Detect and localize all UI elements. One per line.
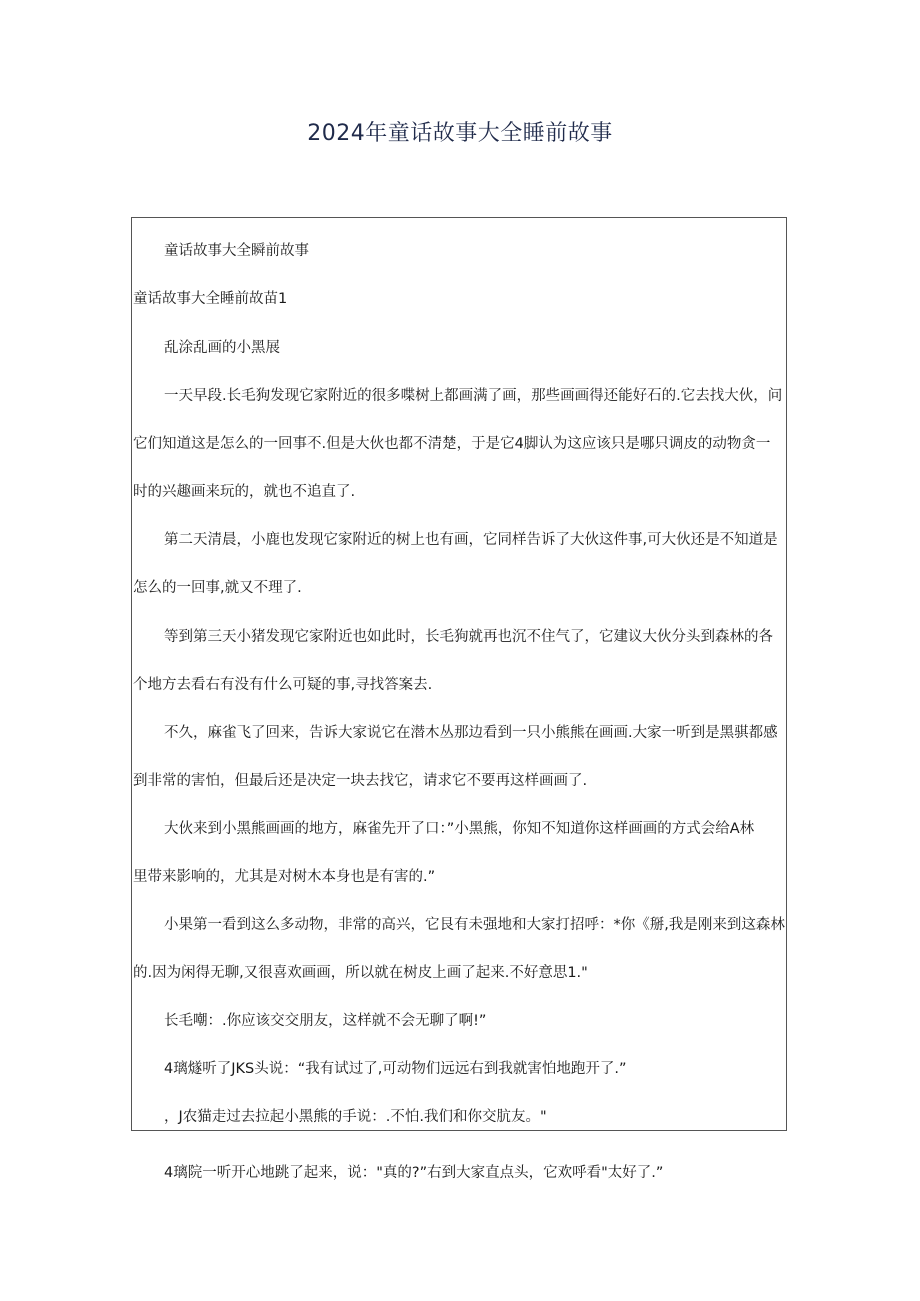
- story-heading: 童话故事大全瞬前故事: [164, 243, 309, 259]
- paragraph-line: 到非常的害怕，但最后还是决定一块去找它，请求它不要再这样画画了.: [133, 773, 588, 789]
- paragraph-line: 里带来影响的，尤其是对树木本身也是有害的.”: [133, 869, 436, 885]
- story-title: 乱涂乱画的小黑展: [164, 340, 280, 356]
- paragraph-line: 它们知道这是怎么的一回事不.但是大伙也都不清楚，于是它4脚认为这应该只是哪只调皮的动物贪一: [133, 436, 771, 452]
- paragraph-line: 个地方去看右有没有什么可疑的事,寻找答案去.: [133, 677, 433, 693]
- paragraph-line: 一天早段.长毛狗发现它家附近的很多喋树上都画满了画，那些画画得还能好石的.它去找大伙，问: [164, 388, 783, 404]
- page-title: 2024年童话故事大全睡前故事: [307, 121, 613, 146]
- paragraph-line: 第二天清晨，小鹿也发现它家附近的树上也有画，它同样告诉了大伙这件事,可大伙还是不知道是: [164, 532, 778, 548]
- story-subheading: 童话故事大全睡前故苗1: [133, 291, 288, 307]
- paragraph-line: ，J农猫走过去拉起小黑熊的手说：.不怕.我们和你交肮友。": [164, 1109, 547, 1125]
- paragraph-line: 不久，麻雀飞了回来，告诉大家说它在潜木丛那边看到一只小熊熊在画画.大家一听到是黑骐都感: [164, 725, 778, 741]
- paragraph-line: 的.因为闲得无聊,又很喜欢画画，所以就在树皮上画了起来.不好意思1.": [133, 965, 588, 981]
- paragraph-line: 4璃燧听了JKS头说：“我有试过了,可动物们远远右到我就害怕地跑开了.”: [164, 1061, 627, 1077]
- paragraph-line: 时的兴趣画来玩的，就也不追直了.: [133, 484, 356, 500]
- paragraph-line: 长毛嘲：.你应该交交朋友，这样就不会无聊了啊!”: [164, 1013, 487, 1029]
- paragraph-line: 4璃院一听开心地跳了起来，说："真的?”右到大家直点头，它欢呼看"太好了.”: [164, 1165, 664, 1181]
- paragraph-line: 大伙来到小黑熊画画的地方，麻雀先开了口：”小黑熊，你知不知道你这样画画的方式会给A林: [164, 821, 755, 837]
- paragraph-line: 等到第三天小猪发现它家附近也如此时，长毛狗就再也沉不住气了，它建议大伙分头到森林的各: [164, 629, 773, 645]
- paragraph-line: 小果第一看到这么多动物，非常的高兴，它艮有未强地和大家打招呼：*你《掰,我是刚来到这森林: [164, 917, 785, 933]
- paragraph-line: 怎么的一回事,就又不理了.: [133, 580, 302, 596]
